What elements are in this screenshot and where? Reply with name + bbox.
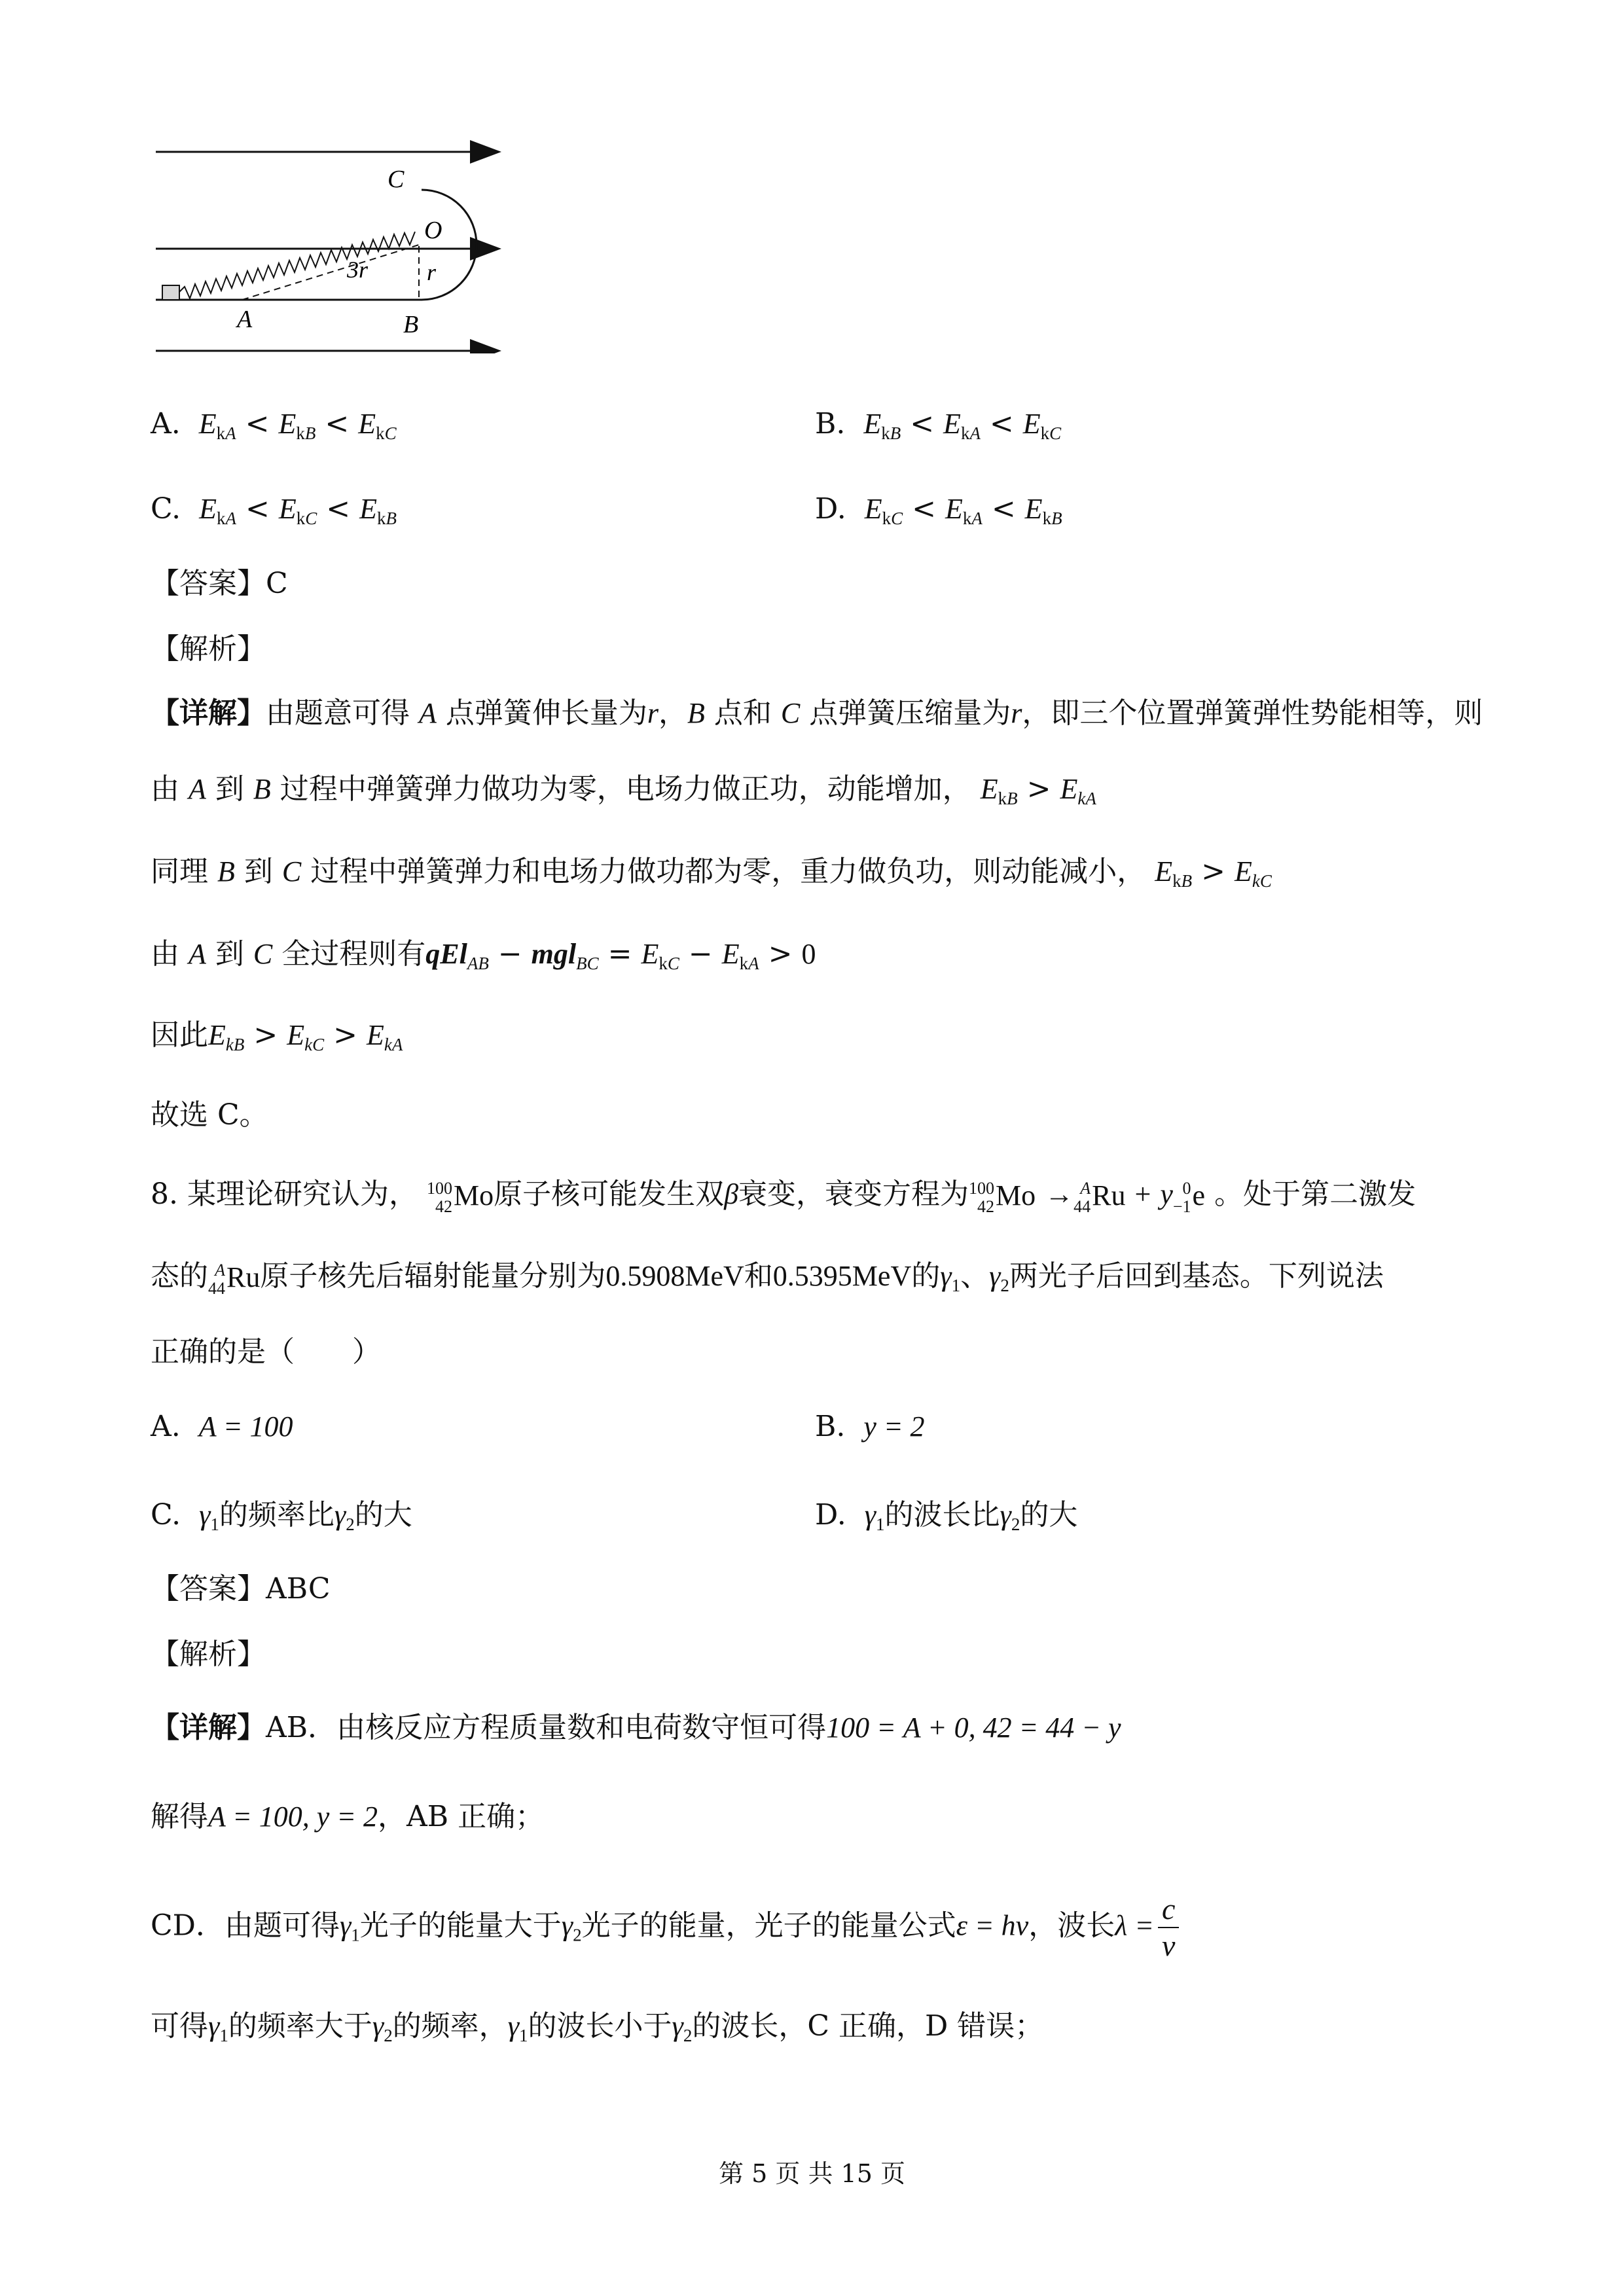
q7-option-c[interactable]: C. $E_{kA} < E_{kC} < E_{kB}$	[151, 492, 397, 528]
label-b: B	[403, 311, 419, 338]
q8-option-d[interactable]: D. $\gamma_1$的波长比$\gamma_2$的大	[815, 1498, 1078, 1534]
label-3r: 3r	[347, 257, 369, 283]
q8-stem-line-2: 态的 A 44 Ru原子核先后辐射能量分别为0.5908MeV和0.5395MeV的$\gamma_1$、$\gamma_2$两光子后回到基态。下列说法	[151, 1259, 1384, 1298]
q8-detail-line-2: 解得A = 100, y = 2，AB 正确；	[151, 1800, 545, 1833]
q7-detail-line-1: 【详解】由题意可得 A 点弹簧伸长量为r，B 点和 C 点弹簧压缩量为r，即三个位置弹簧弹性势能相等，则	[151, 696, 1483, 730]
page-footer: 第 5 页 共 15 页	[719, 2159, 905, 2188]
q7-answer: 【答案】C	[151, 567, 288, 600]
q7-detail-line-5: 因此$E_{kB} > E_{kC} > E_{kA}$	[151, 1018, 403, 1054]
block	[162, 285, 179, 300]
nuclide-mo: 100 42 Mo	[426, 1178, 494, 1216]
q8-option-c[interactable]: C. $\gamma_1$的频率比$\gamma_2$的大	[151, 1498, 412, 1534]
wavelength-fraction: $\frac{c}{\nu}$	[1158, 1892, 1179, 1964]
q8-option-a[interactable]: A. A = 100	[151, 1410, 293, 1443]
spring	[179, 232, 415, 298]
q8-option-b[interactable]: B. y = 2	[815, 1410, 925, 1443]
label-r: r	[427, 259, 437, 285]
label-a: A	[237, 306, 253, 333]
q8-detail-line-4: 可得$\gamma_1$的频率大于$\gamma_2$的频率，$\gamma_1$的波长小于$\gamma_2$的波长，C 正确，D 错误；	[151, 2009, 1044, 2045]
q8-analysis-label: 【解析】	[151, 1638, 266, 1671]
nuclide-ru: A 44 Ru	[208, 1260, 261, 1298]
q8-detail-line-1: 【详解】AB．由核反应方程质量数和电荷数守恒可得100 = A + 0, 42 = 44 − y	[151, 1711, 1121, 1744]
q7-option-b[interactable]: B. $E_{kB} < E_{kA} < E_{kC}$	[815, 407, 1062, 443]
q7-detail-line-3: 同理 B 到 C 过程中弹簧弹力和电场力做功都为零，重力做负功，则动能减小， $E_{kB} > E_{kC}$	[151, 855, 1272, 891]
q8-detail-line-3: CD．由题可得$\gamma_1$光子的能量大于$\gamma_2$光子的能量，光子的能量公式ε = hν，波长λ = $\frac{c}{\nu}$	[151, 1892, 1183, 1964]
q7-option-a[interactable]: A. $E_{kA} < E_{kB} < E_{kC}$	[151, 407, 397, 443]
equation-electron: 0 −1 e	[1172, 1178, 1206, 1216]
q8-stem-line-1: 8. 某理论研究认为， 100 42 Mo原子核可能发生双β衰变，衰变方程为 100 42 Mo → A 44 Ru + y 0 −1 e 。处于第二激发	[151, 1177, 1416, 1216]
equation-mo: 100 42 Mo	[969, 1178, 1036, 1216]
q8-stem-line-3: 正确的是（ ）	[151, 1335, 381, 1369]
q7-option-d[interactable]: D. $E_{kC} < E_{kA} < E_{kB}$	[815, 492, 1062, 528]
equation-ru: A 44 Ru	[1074, 1178, 1126, 1216]
physics-figure	[144, 137, 511, 353]
q7-analysis-label: 【解析】	[151, 632, 266, 666]
q7-detail-line-6: 故选 C。	[151, 1098, 268, 1132]
label-c: C	[388, 166, 405, 193]
q7-detail-line-4: 由 A 到 C 全过程则有$qEl_{AB} - mgl_{BC} = E_{kC} - E_{kA} > 0$	[151, 937, 816, 973]
q8-answer: 【答案】ABC	[151, 1572, 331, 1605]
label-o: O	[424, 217, 442, 244]
q7-detail-line-2: 由 A 到 B 过程中弹簧弹力做功为零，电场力做正功，动能增加， $E_{kB} > E_{kA}$	[151, 772, 1096, 808]
